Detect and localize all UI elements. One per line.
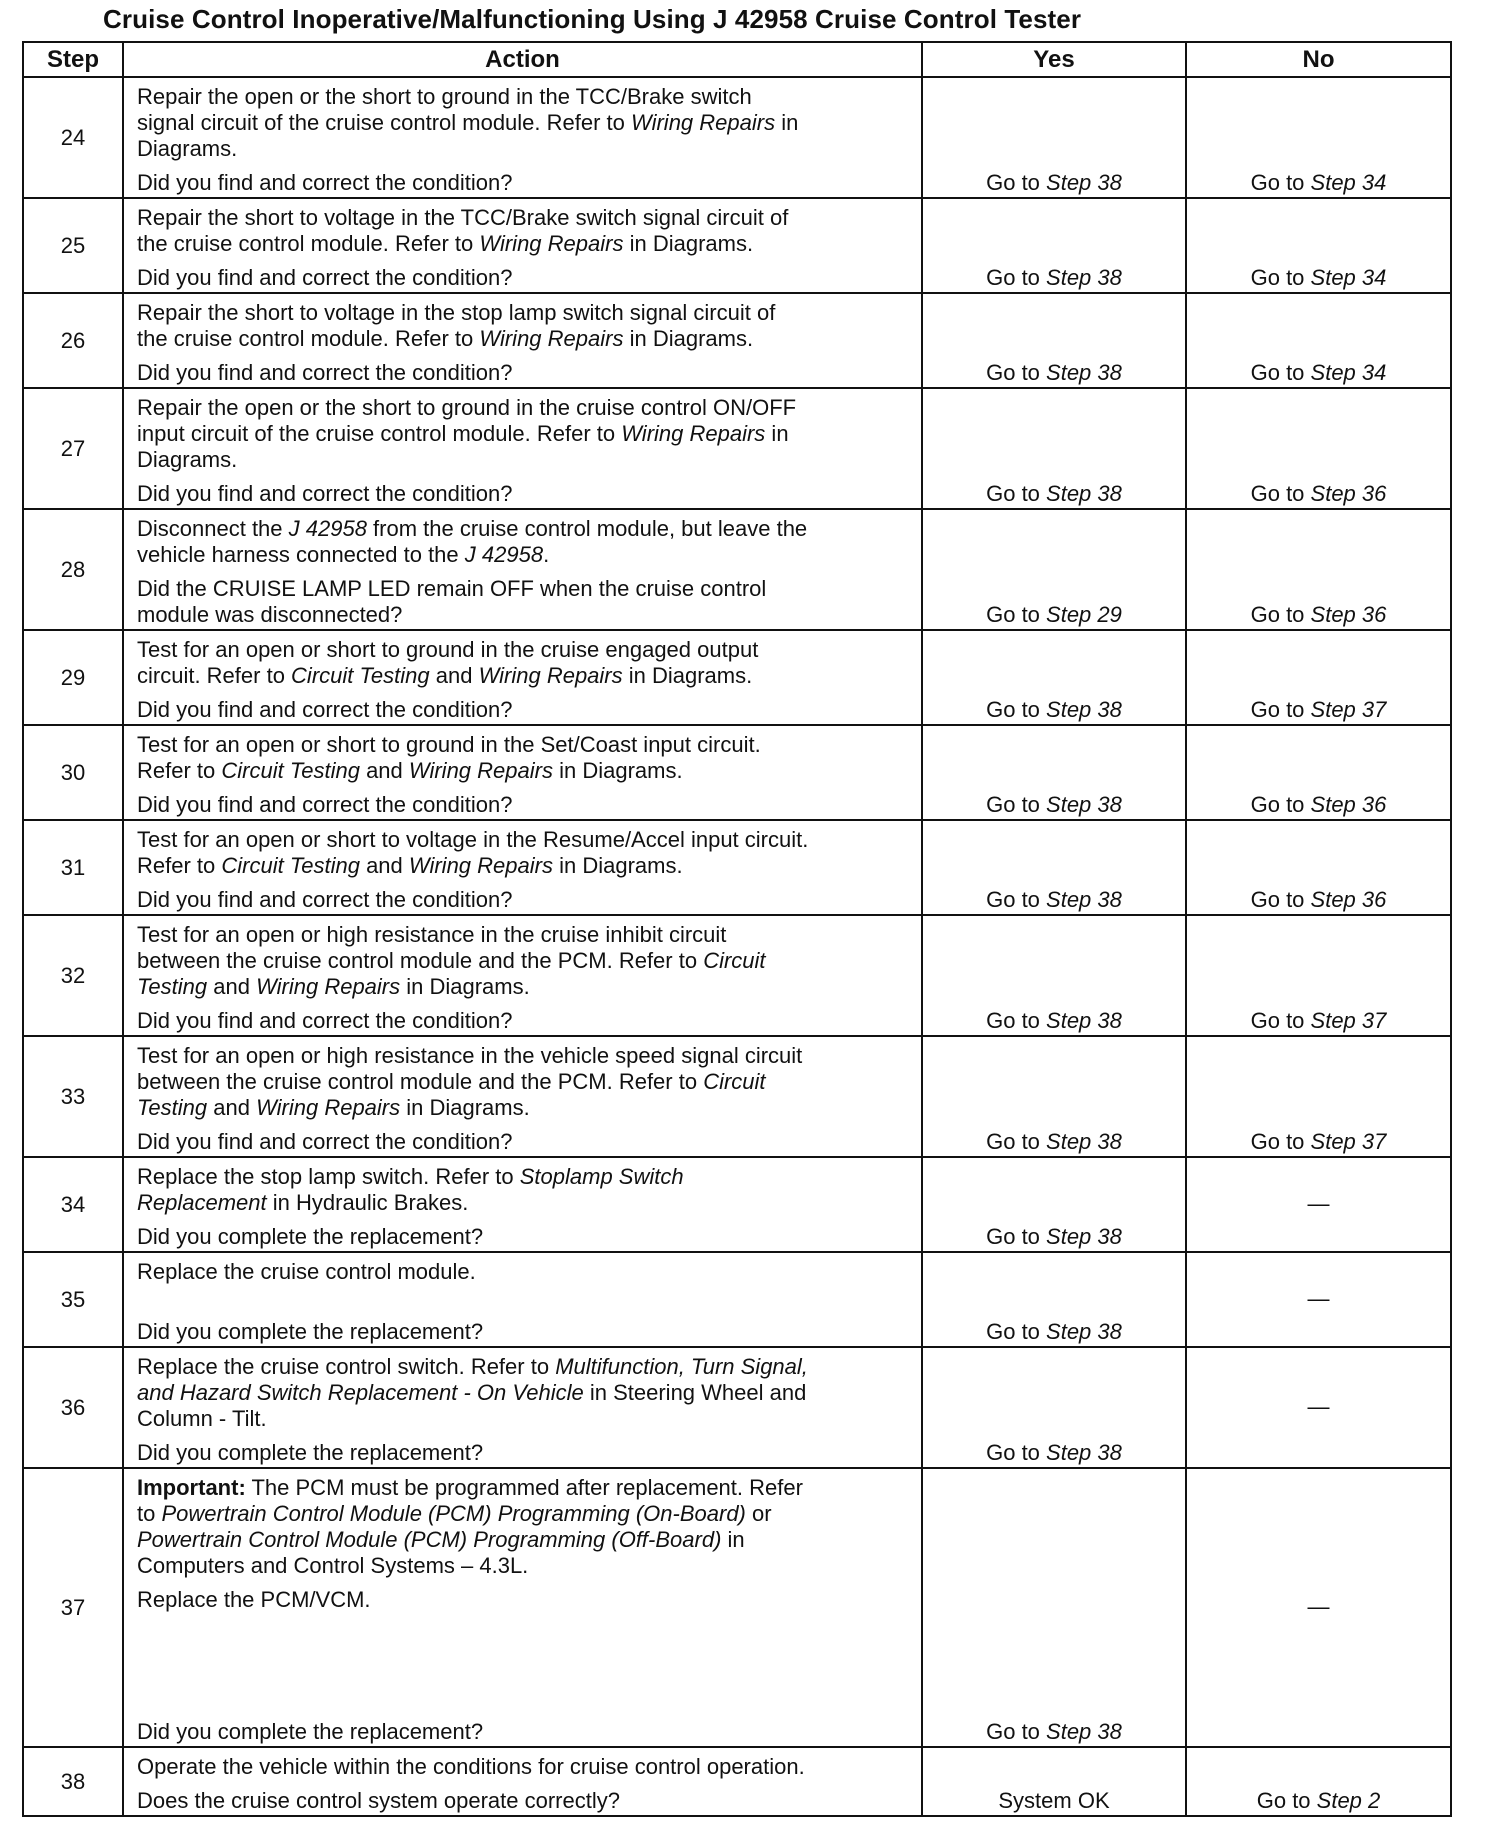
table-row: [23, 1747, 1451, 1816]
action-line: [137, 231, 913, 257]
italic-reference: Step 36: [1310, 481, 1387, 506]
paragraph-gap: [137, 784, 913, 792]
table-row: [23, 293, 1451, 388]
paragraph-gap: [137, 1000, 913, 1008]
step-number: 29: [23, 630, 123, 725]
table-row: [23, 1036, 1451, 1157]
text-run: and: [429, 663, 479, 688]
italic-reference: Circuit Testing: [221, 853, 360, 878]
text-run: in Steering Wheel and: [583, 1380, 807, 1405]
italic-reference: Circuit Testing: [221, 758, 360, 783]
yes-cell: [922, 198, 1186, 293]
text-run: signal circuit of the cruise control module. Refer to: [137, 110, 632, 135]
table-row: [23, 1157, 1451, 1252]
blank-space: [137, 1285, 913, 1311]
action-line: [137, 1008, 913, 1034]
action-line: [137, 576, 913, 602]
text-run: Did you complete the replacement?: [137, 1319, 484, 1344]
text-run: Go to: [986, 1129, 1047, 1154]
italic-reference: Wiring Repairs: [479, 231, 624, 256]
action-line: [137, 84, 913, 110]
yes-cell: [922, 820, 1186, 915]
italic-reference: Step 29: [1046, 602, 1122, 627]
action-cell: [123, 1036, 922, 1157]
table-row: [23, 1468, 1451, 1747]
action-cell: [123, 198, 922, 293]
italic-reference: Wiring Repairs: [631, 110, 776, 135]
text-run: and: [359, 853, 409, 878]
no-cell: [1186, 820, 1451, 915]
step-number: 26: [23, 293, 123, 388]
italic-reference: Step 38: [1046, 1319, 1122, 1344]
action-line: [137, 360, 913, 386]
table-row: [23, 820, 1451, 915]
text-run: Go to: [986, 360, 1047, 385]
no-cell: [1186, 1036, 1451, 1157]
paragraph-gap: [137, 473, 913, 481]
paragraph-gap: [137, 879, 913, 887]
action-line: [137, 395, 913, 421]
action-line: [137, 922, 913, 948]
text-run: in Diagrams.: [622, 663, 753, 688]
text-run: in Diagrams.: [400, 1095, 530, 1120]
text-run: Go to: [986, 1008, 1047, 1033]
text-run: in Diagrams.: [623, 231, 754, 256]
italic-reference: and Hazard Switch Replacement - On Vehicle: [137, 1380, 584, 1405]
step-number: 33: [23, 1036, 123, 1157]
action-line: [137, 663, 913, 689]
text-run: Repair the short to voltage in the stop lamp switch signal circuit of: [137, 300, 776, 325]
action-line: [137, 637, 913, 663]
no-cell: —: [1186, 1252, 1451, 1347]
action-line: [137, 887, 913, 913]
italic-reference: Wiring Repairs: [478, 663, 623, 688]
italic-reference: Step 2: [1316, 1788, 1381, 1813]
text-run: Go to: [1256, 1788, 1317, 1813]
action-line: [137, 447, 913, 473]
action-cell: [123, 1252, 922, 1347]
action-line: [137, 1380, 913, 1406]
action-line: [137, 792, 913, 818]
italic-reference: Step 38: [1046, 170, 1122, 195]
action-cell: [123, 1747, 922, 1816]
table-row: [23, 1347, 1451, 1468]
action-cell: [123, 630, 922, 725]
italic-reference: Testing: [137, 974, 208, 999]
text-run: Go to: [986, 1224, 1047, 1249]
text-run: Test for an open or high resistance in the cruise inhibit circuit: [137, 922, 727, 947]
text-run: Operate the vehicle within the conditions for cruise control operation.: [137, 1754, 805, 1779]
text-run: .: [543, 542, 550, 567]
italic-reference: Step 34: [1310, 265, 1387, 290]
action-line: [137, 1095, 913, 1121]
no-cell: [1186, 1747, 1451, 1816]
action-line: [137, 1319, 913, 1345]
action-line: [137, 974, 913, 1000]
no-cell: [1186, 509, 1451, 630]
text-run: Go to: [1250, 481, 1311, 506]
text-run: Replace the cruise control module.: [137, 1259, 476, 1284]
italic-reference: Step 38: [1046, 481, 1122, 506]
text-run: Did you find and correct the condition?: [137, 360, 513, 385]
no-cell: [1186, 77, 1451, 198]
italic-reference: Stoplamp Switch: [519, 1164, 684, 1189]
text-run: between the cruise control module and the PCM. Refer to: [137, 1069, 704, 1094]
text-run: Refer to: [137, 758, 222, 783]
italic-reference: Step 38: [1046, 265, 1122, 290]
italic-reference: Wiring Repairs: [256, 974, 401, 999]
text-run: Repair the open or the short to ground in the TCC/Brake switch: [137, 84, 752, 109]
text-run: Did you complete the replacement?: [137, 1719, 484, 1744]
blank-space: [137, 1613, 913, 1719]
action-line: [137, 1475, 913, 1501]
action-line: [137, 853, 913, 879]
step-number: 24: [23, 77, 123, 198]
table-row: [23, 725, 1451, 820]
action-line: [137, 136, 913, 162]
text-run: Go to: [986, 1319, 1047, 1344]
step-number: 25: [23, 198, 123, 293]
text-run: Did you find and correct the condition?: [137, 481, 513, 506]
italic-reference: Wiring Repairs: [408, 853, 553, 878]
no-cell: [1186, 725, 1451, 820]
text-run: Go to: [1250, 265, 1311, 290]
italic-reference: Step 37: [1310, 697, 1387, 722]
text-run: Go to: [986, 887, 1047, 912]
no-cell: [1186, 293, 1451, 388]
paragraph-gap: [137, 352, 913, 360]
text-run: Did you find and correct the condition?: [137, 887, 513, 912]
italic-reference: Step 38: [1046, 1440, 1122, 1465]
yes-cell: [922, 509, 1186, 630]
action-cell: [123, 293, 922, 388]
step-number: 27: [23, 388, 123, 509]
paragraph-gap: [137, 568, 913, 576]
action-line: [137, 1501, 913, 1527]
italic-reference: Wiring Repairs: [621, 421, 766, 446]
diagnostic-table: [22, 41, 1452, 1817]
table-row: [23, 509, 1451, 630]
no-cell: —: [1186, 1347, 1451, 1468]
action-line: [137, 1043, 913, 1069]
italic-reference: Step 34: [1310, 360, 1387, 385]
text-run: Disconnect the: [137, 516, 289, 541]
italic-reference: J 42958: [288, 516, 367, 541]
text-run: Go to: [986, 170, 1047, 195]
action-line: [137, 1224, 913, 1250]
text-run: in: [775, 110, 799, 135]
text-run: Go to: [1250, 887, 1311, 912]
italic-reference: Wiring Repairs: [408, 758, 553, 783]
paragraph-gap: [137, 1432, 913, 1440]
text-run: Go to: [986, 792, 1047, 817]
italic-reference: Wiring Repairs: [479, 326, 624, 351]
text-run: Diagrams.: [137, 447, 238, 472]
table-row: [23, 198, 1451, 293]
action-line: [137, 542, 913, 568]
action-line: [137, 481, 913, 507]
yes-cell: [922, 1468, 1186, 1747]
paragraph-gap: [137, 1121, 913, 1129]
action-line: [137, 170, 913, 196]
text-run: in Diagrams.: [400, 974, 530, 999]
text-run: Refer to: [137, 853, 222, 878]
action-line: [137, 948, 913, 974]
text-run: Test for an open or high resistance in the vehicle speed signal circuit: [137, 1043, 803, 1068]
yes-cell: [922, 77, 1186, 198]
italic-reference: Testing: [137, 1095, 208, 1120]
action-line: [137, 1587, 913, 1613]
italic-reference: Step 38: [1046, 1224, 1122, 1249]
action-line: [137, 758, 913, 784]
text-run: module was disconnected?: [137, 602, 403, 627]
action-cell: [123, 388, 922, 509]
italic-reference: Step 37: [1310, 1129, 1387, 1154]
text-run: Go to: [1250, 792, 1311, 817]
no-cell: [1186, 388, 1451, 509]
action-line: [137, 602, 913, 628]
paragraph-gap: [137, 162, 913, 170]
text-run: Go to: [986, 1719, 1047, 1744]
no-cell: [1186, 198, 1451, 293]
paragraph-gap: [137, 1579, 913, 1587]
italic-reference: Step 38: [1046, 1719, 1122, 1744]
action-line: [137, 516, 913, 542]
text-run: and: [359, 758, 409, 783]
table-row: [23, 388, 1451, 509]
step-number: 34: [23, 1157, 123, 1252]
text-run: in: [721, 1527, 745, 1552]
action-cell: [123, 915, 922, 1036]
italic-reference: Wiring Repairs: [256, 1095, 401, 1120]
action-line: [137, 205, 913, 231]
text-run: input circuit of the cruise control module. Refer to: [137, 421, 622, 446]
text-run: Go to: [986, 1440, 1047, 1465]
text-run: Did you find and correct the condition?: [137, 1129, 513, 1154]
text-run: Test for an open or short to voltage in the Resume/Accel input circuit.: [137, 827, 809, 852]
header-no: No: [1186, 42, 1451, 77]
no-cell: [1186, 915, 1451, 1036]
text-run: in Diagrams.: [552, 853, 683, 878]
document-title: Cruise Control Inoperative/Malfunctioning Using J 42958 Cruise Control Tester: [103, 4, 1082, 34]
step-number: 37: [23, 1468, 123, 1747]
paragraph-gap: [137, 257, 913, 265]
header-yes: Yes: [922, 42, 1186, 77]
italic-reference: Step 38: [1046, 887, 1122, 912]
step-number: 31: [23, 820, 123, 915]
action-line: [137, 300, 913, 326]
yes-cell: [922, 725, 1186, 820]
text-run: or: [745, 1501, 772, 1526]
text-run: Go to: [1250, 1008, 1311, 1033]
text-run: between the cruise control module and the PCM. Refer to: [137, 948, 704, 973]
action-line: [137, 265, 913, 291]
italic-reference: Step 34: [1310, 170, 1387, 195]
action-line: [137, 326, 913, 352]
action-line: [137, 1259, 913, 1285]
italic-reference: Step 38: [1046, 360, 1122, 385]
text-run: Go to: [986, 481, 1047, 506]
action-line: [137, 1440, 913, 1466]
text-run: Go to: [986, 602, 1047, 627]
text-run: Replace the PCM/VCM.: [137, 1587, 371, 1612]
action-cell: [123, 1468, 922, 1747]
italic-reference: Multifunction, Turn Signal,: [555, 1354, 808, 1379]
italic-reference: Powertrain Control Module (PCM) Programming (Off-Board): [137, 1527, 722, 1552]
no-cell: —: [1186, 1468, 1451, 1747]
text-run: in Diagrams.: [623, 326, 754, 351]
action-line: [137, 1788, 913, 1814]
text-run: Does the cruise control system operate correctly?: [137, 1788, 620, 1813]
text-run: in: [765, 421, 789, 446]
paragraph-gap: [137, 1780, 913, 1788]
italic-reference: Circuit: [703, 1069, 766, 1094]
header-step: Step: [23, 42, 123, 77]
yes-cell: [922, 1747, 1186, 1816]
action-cell: [123, 77, 922, 198]
text-run: Did you find and correct the condition?: [137, 265, 513, 290]
action-cell: [123, 820, 922, 915]
action-line: [137, 421, 913, 447]
italic-reference: Powertrain Control Module (PCM) Programming (On-Board): [161, 1501, 746, 1526]
text-run: Repair the short to voltage in the TCC/Brake switch signal circuit of: [137, 205, 789, 230]
step-number: 28: [23, 509, 123, 630]
action-line: [137, 1754, 913, 1780]
text-run: System OK: [998, 1788, 1110, 1813]
text-run: Did you find and correct the condition?: [137, 1008, 513, 1033]
yes-cell: [922, 1252, 1186, 1347]
text-run: Did you find and correct the condition?: [137, 697, 513, 722]
table-row: [23, 630, 1451, 725]
text-run: The PCM must be programmed after replacement. Refer: [245, 1475, 803, 1500]
yes-cell: [922, 1036, 1186, 1157]
text-run: Go to: [986, 697, 1047, 722]
text-run: circuit. Refer to: [137, 663, 292, 688]
text-run: Go to: [1250, 697, 1311, 722]
text-run: Diagrams.: [137, 136, 238, 161]
text-run: Column - Tilt.: [137, 1406, 267, 1431]
table-row: [23, 77, 1451, 198]
text-run: Did you complete the replacement?: [137, 1440, 484, 1465]
table-row: [23, 1252, 1451, 1347]
paragraph-gap: [137, 1311, 913, 1319]
action-line: [137, 110, 913, 136]
action-line: [137, 697, 913, 723]
action-line: [137, 1354, 913, 1380]
text-run: the cruise control module. Refer to: [137, 326, 480, 351]
italic-reference: J 42958: [464, 542, 544, 567]
text-run: Replace the cruise control switch. Refer to: [137, 1354, 556, 1379]
yes-cell: [922, 1157, 1186, 1252]
step-number: 38: [23, 1747, 123, 1816]
text-run: Go to: [1250, 360, 1311, 385]
text-run: from the cruise control module, but leave the: [366, 516, 808, 541]
yes-cell: [922, 915, 1186, 1036]
text-run: and: [207, 974, 257, 999]
action-cell: [123, 509, 922, 630]
action-line: [137, 1719, 913, 1745]
italic-reference: Step 38: [1046, 1008, 1122, 1033]
text-run: vehicle harness connected to the: [137, 542, 465, 567]
text-run: Did you complete the replacement?: [137, 1224, 484, 1249]
action-line: [137, 1190, 913, 1216]
action-line: [137, 827, 913, 853]
text-run: in Hydraulic Brakes.: [266, 1190, 469, 1215]
action-cell: [123, 725, 922, 820]
action-line: [137, 732, 913, 758]
text-run: in Diagrams.: [552, 758, 683, 783]
yes-cell: [922, 630, 1186, 725]
action-line: [137, 1129, 913, 1155]
italic-reference: Step 37: [1310, 1008, 1387, 1033]
step-number: 36: [23, 1347, 123, 1468]
italic-reference: Circuit: [703, 948, 766, 973]
bold-label: Important:: [137, 1475, 246, 1500]
italic-reference: Step 36: [1310, 887, 1387, 912]
action-line: [137, 1527, 913, 1553]
italic-reference: Step 36: [1310, 602, 1387, 627]
text-run: Did the CRUISE LAMP LED remain OFF when the cruise control: [137, 576, 767, 601]
text-run: Test for an open or short to ground in the cruise engaged output: [137, 637, 759, 662]
text-run: Computers and Control Systems – 4.3L.: [137, 1553, 529, 1578]
no-cell: [1186, 630, 1451, 725]
action-cell: [123, 1157, 922, 1252]
step-number: 30: [23, 725, 123, 820]
text-run: the cruise control module. Refer to: [137, 231, 480, 256]
header-action: Action: [123, 42, 922, 77]
action-line: [137, 1553, 913, 1579]
italic-reference: Step 38: [1046, 1129, 1122, 1154]
no-cell: —: [1186, 1157, 1451, 1252]
italic-reference: Step 38: [1046, 697, 1122, 722]
step-number: 35: [23, 1252, 123, 1347]
text-run: Go to: [986, 265, 1047, 290]
paragraph-gap: [137, 689, 913, 697]
table-row: [23, 915, 1451, 1036]
text-run: Go to: [1250, 170, 1311, 195]
text-run: and: [207, 1095, 257, 1120]
table-body: [23, 77, 1451, 1816]
text-run: Repair the open or the short to ground in the cruise control ON/OFF: [137, 395, 797, 420]
action-line: [137, 1069, 913, 1095]
text-run: to: [137, 1501, 162, 1526]
yes-cell: [922, 388, 1186, 509]
yes-cell: [922, 293, 1186, 388]
text-run: Test for an open or short to ground in the Set/Coast input circuit.: [137, 732, 761, 757]
text-run: Replace the stop lamp switch. Refer to: [137, 1164, 520, 1189]
action-line: [137, 1406, 913, 1432]
text-run: Go to: [1250, 602, 1311, 627]
action-cell: [123, 1347, 922, 1468]
paragraph-gap: [137, 1216, 913, 1224]
text-run: Did you find and correct the condition?: [137, 792, 513, 817]
step-number: 32: [23, 915, 123, 1036]
italic-reference: Circuit Testing: [291, 663, 430, 688]
text-run: Go to: [1250, 1129, 1311, 1154]
text-run: Did you find and correct the condition?: [137, 170, 513, 195]
italic-reference: Replacement: [137, 1190, 267, 1215]
italic-reference: Step 38: [1046, 792, 1122, 817]
yes-cell: [922, 1347, 1186, 1468]
italic-reference: Step 36: [1310, 792, 1387, 817]
header-row: [23, 42, 1451, 77]
action-line: [137, 1164, 913, 1190]
